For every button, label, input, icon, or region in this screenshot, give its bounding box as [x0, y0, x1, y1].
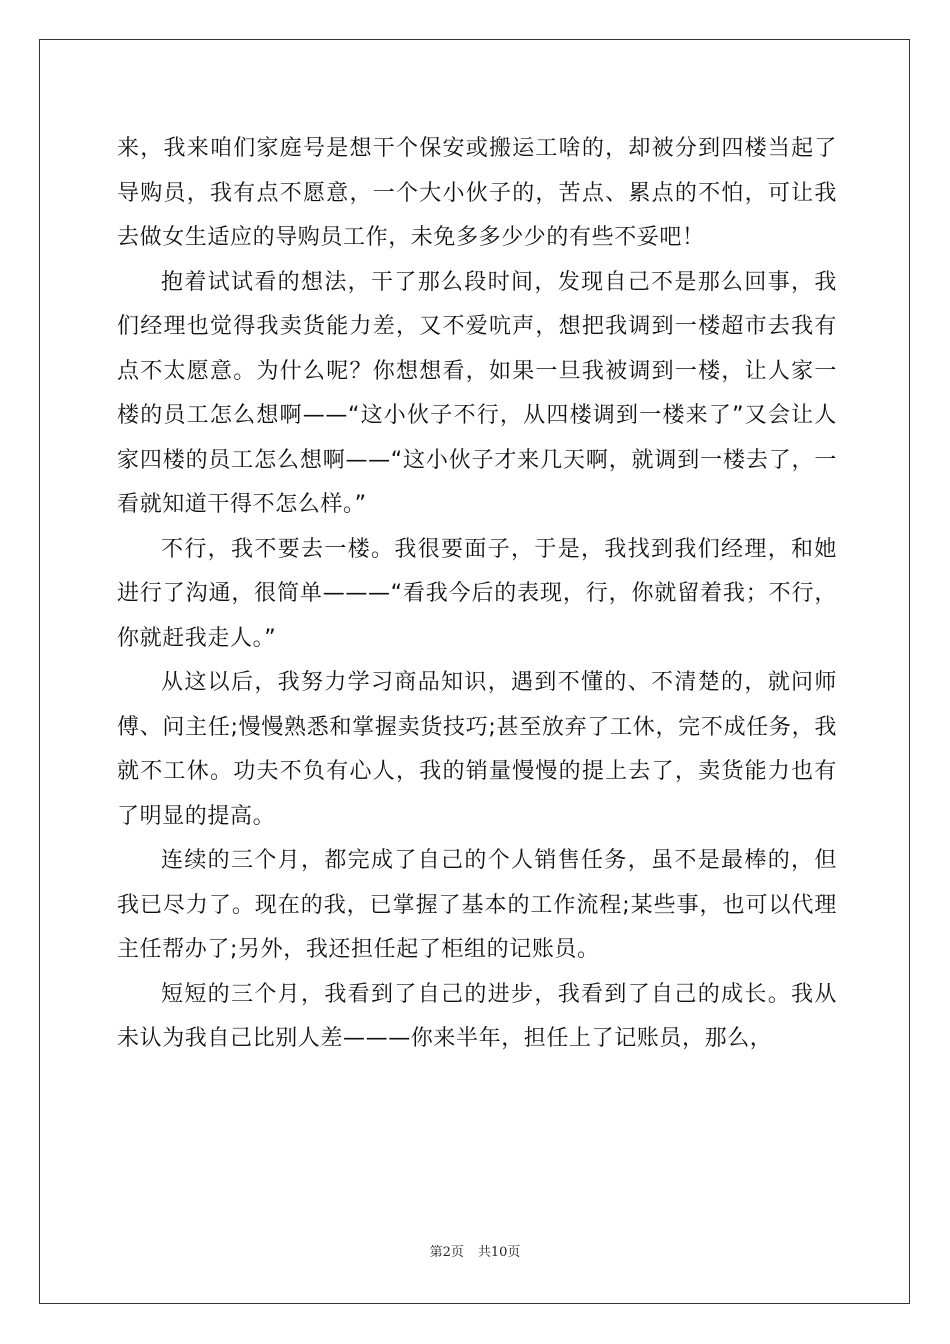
paragraph-4: 从这以后，我努力学习商品知识，遇到不懂的、不清楚的，就问师傅、问主任;慢慢熟悉和掌握卖货技巧;甚至放弃了工休，完不成任务，我就不工休。功夫不负有心人，我的销量慢慢的提上去了，卖货能力也有了明显的提高。	[117, 670, 837, 829]
paragraph-5: 连续的三个月，都完成了自己的个人销售任务，虽不是最棒的，但我已尽力了。现在的我，已掌握了基本的工作流程;某些事，也可以代理主任帮办了;另外，我还担任起了柜组的记账员。	[117, 848, 837, 962]
page-footer	[0, 1241, 950, 1260]
document-body	[117, 127, 837, 1062]
page-total: 共10页	[477, 1245, 521, 1260]
paragraph-3: 不行，我不要去一楼。我很要面子，于是，我找到我们经理，和她进行了沟通，很简单———“看我今后的表现，行，你就留着我；不行，你就赶我走人。”	[117, 536, 837, 651]
paragraph-2: 抱着试试看的想法，干了那么段时间，发现自己不是那么回事，我们经理也觉得我卖货能力差，又不爱吭声，想把我调到一楼超市去我有点不太愿意。为什么呢？你想想看，如果一旦我被调到一楼，让人家一楼的员工怎么想啊——“这小伙子不行，从四楼调到一楼来了”又会让人家四楼的员工怎么想啊——“这小伙子才来几天啊，就调到一楼去了，一看就知道干得不怎么样。”	[117, 269, 837, 517]
paragraph-6: 短短的三个月，我看到了自己的进步，我看到了自己的成长。我从未认为我自己比别人差———你来半年，担任上了记账员，那么，	[117, 981, 837, 1051]
page-number: 第2页	[429, 1245, 464, 1260]
paragraph-1: 来，我来咱们家庭号是想干个保安或搬运工啥的，却被分到四楼当起了导购员，我有点不愿意，一个大小伙子的，苦点、累点的不怕，可让我去做女生适应的导购员工作，未免多多少少的有些不妥吧！	[117, 136, 837, 250]
